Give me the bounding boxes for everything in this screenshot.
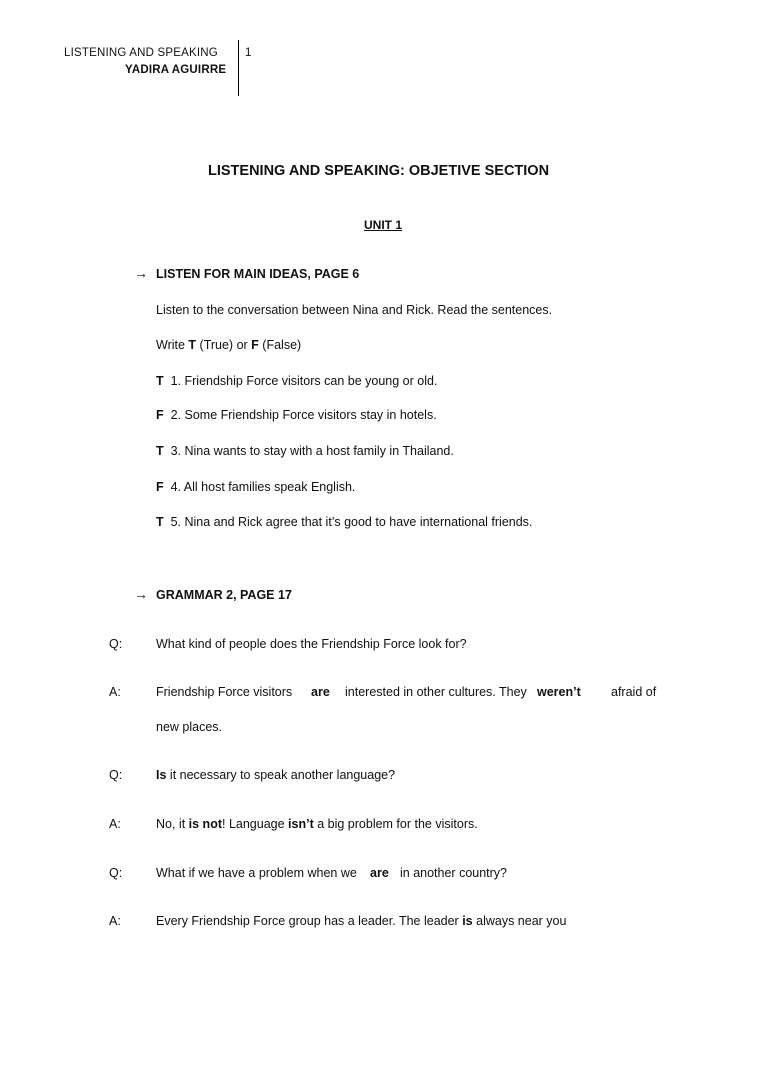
qa-text-part: ! Language [222, 817, 289, 831]
section1-write-line [156, 338, 301, 352]
answer-badge: T [156, 515, 164, 529]
list-item [156, 374, 437, 388]
qa-text [156, 914, 566, 928]
item-text: 3. Nina wants to stay with a host family in Thailand. [170, 444, 454, 458]
qa-blank-answer: is [462, 914, 473, 928]
list-item [156, 444, 454, 458]
arrow-icon: → [134, 265, 148, 281]
qa-text-part: a big problem for the visitors. [313, 817, 478, 831]
qa-label: Q: [109, 637, 123, 651]
qa-text: interested in other cultures. They [345, 685, 527, 699]
header-title: LISTENING AND SPEAKING [64, 47, 218, 59]
write-pre: Write [156, 338, 189, 352]
arrow-icon: → [134, 586, 148, 602]
page-number: 1 [245, 47, 252, 59]
write-t: T [188, 338, 197, 352]
section2-heading: GRAMMAR 2, PAGE 17 [156, 588, 292, 602]
item-text: 1. Friendship Force visitors can be young or old. [170, 374, 438, 388]
qa-text [156, 768, 395, 782]
item-text: 4. All host families speak English. [170, 480, 356, 494]
page-title: LISTENING AND SPEAKING: OBJETIVE SECTION [208, 163, 550, 179]
section1-instructions: Listen to the conversation between Nina and Rick. Read the sentences. [156, 303, 553, 317]
qa-blank-answer: Is [156, 768, 167, 782]
list-item [156, 408, 437, 422]
qa-text [156, 817, 478, 831]
qa-label: Q: [109, 866, 123, 880]
qa-blank-answer: is not [188, 817, 222, 831]
qa-blank-answer: are [370, 866, 389, 880]
qa-continuation: new places. [156, 720, 223, 734]
qa-blank-answer: are [311, 685, 330, 699]
qa-text-part: it necessary to speak another language? [166, 768, 396, 782]
header-divider [238, 40, 239, 96]
qa-text: afraid of [611, 685, 657, 699]
write-mid: (True) or [196, 338, 252, 352]
list-item [156, 480, 355, 494]
qa-text-part: always near you [472, 914, 567, 928]
qa-blank-answer: isn’t [288, 817, 314, 831]
unit-label: UNIT 1 [364, 218, 403, 232]
item-text: 2. Some Friendship Force visitors stay in hotels. [170, 408, 437, 422]
qa-text: What if we have a problem when we [156, 866, 357, 880]
qa-label: A: [109, 914, 121, 928]
section1-heading: LISTEN FOR MAIN IDEAS, PAGE 6 [156, 267, 360, 281]
qa-text-part: Every Friendship Force group has a leader. The leader [156, 914, 463, 928]
qa-label: A: [109, 685, 121, 699]
qa-text: in another country? [400, 866, 508, 880]
list-item [156, 515, 532, 529]
qa-label: Q: [109, 768, 123, 782]
qa-blank-answer: weren’t [537, 685, 581, 699]
qa-label: A: [109, 817, 121, 831]
write-f: F [251, 338, 259, 352]
answer-badge: F [156, 480, 164, 494]
answer-badge: T [156, 444, 164, 458]
qa-text: Friendship Force visitors [156, 685, 293, 699]
answer-badge: T [156, 374, 164, 388]
qa-text: What kind of people does the Friendship Force look for? [156, 637, 467, 651]
qa-text-part: No, it [156, 817, 189, 831]
write-post: (False) [258, 338, 302, 352]
header-author: YADIRA AGUIRRE [125, 64, 227, 76]
item-text: 5. Nina and Rick agree that it’s good to have international friends. [170, 515, 533, 529]
answer-badge: F [156, 408, 164, 422]
